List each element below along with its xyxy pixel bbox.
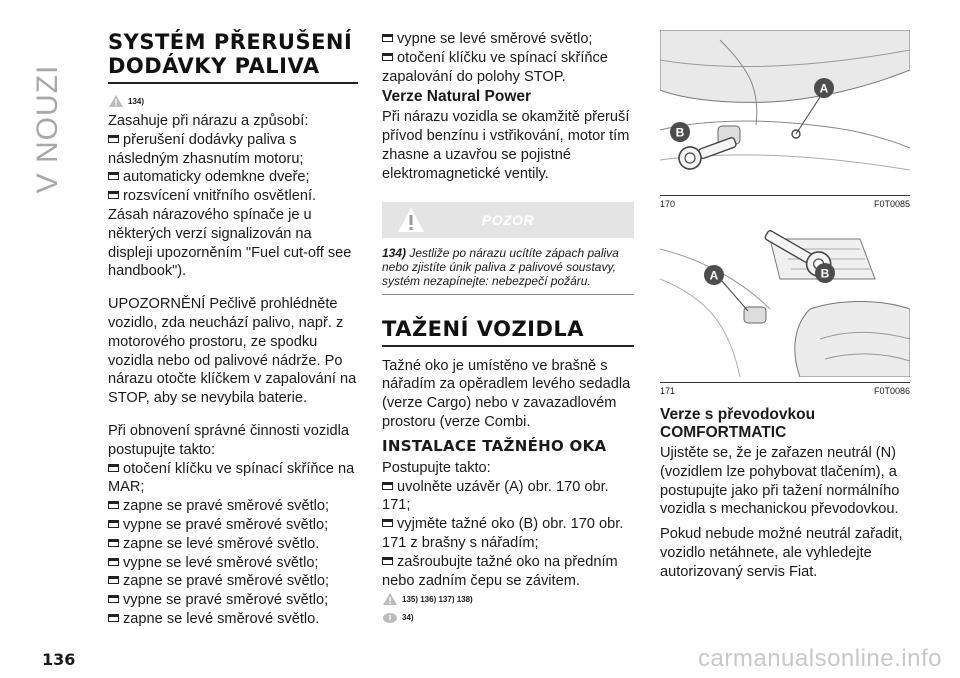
note-refs (382, 610, 634, 624)
warning-body: Jestliže po nárazu ucítíte zápach paliva nebo zjistíte únik paliva z palivové soustavy, systém nezapínejte: nebezpečí požáru. (382, 245, 619, 288)
column-3 (660, 30, 910, 582)
figure-number: 170 (660, 199, 676, 209)
subsection-title-tow-eye: INSTALACE TAŽNÉHO OKA (382, 436, 607, 455)
warning-ref-numbers: 135) 136) 137) 138) (402, 594, 473, 604)
section-title-towing: TAŽENÍ VOZIDLA (382, 317, 634, 347)
note-icon (382, 610, 398, 624)
figure-number: 171 (660, 386, 676, 396)
list-item: zapne se levé směrové světlo. (108, 535, 358, 554)
paragraph: Při nárazu vozidla se okamžitě přeruší přívod benzínu i vstřikování, motor tím zhasne a uzavřou se pojistné elektromagnetické ventily. (382, 109, 630, 182)
warning-label: POZOR (481, 211, 535, 228)
list-item: uvolněte uzávěr (A) obr. 170 obr. 171; (382, 478, 634, 516)
steps-list (108, 460, 358, 629)
subsection-title-comfortmatic: Verze s převodovkou COMFORTMATIC (660, 406, 816, 441)
intro-text: Zasahuje při nárazu a způsobí: (108, 113, 309, 129)
figure-code: F0T0085 (873, 199, 910, 209)
figure-caption (660, 386, 910, 396)
list-item: zapne se pravé směrové světlo; (108, 497, 358, 516)
figure-170 (660, 30, 910, 196)
subsection-title-natural-power: Verze Natural Power (382, 88, 532, 106)
paragraph: Při obnovení správné činnosti vozidla postupujte takto: (108, 422, 349, 458)
list-item: zapne se pravé směrové světlo; (108, 572, 358, 591)
list-item: vyjměte tažné oko (B) obr. 170 obr. 171 z brašny s nářadím; (382, 515, 634, 553)
warning-icon (382, 592, 398, 606)
tow-eye-rear-illustration (660, 30, 910, 190)
list-item: vypne se pravé směrové světlo; (108, 591, 358, 610)
list-item: vypne se levé směrové světlo; (108, 554, 358, 573)
list-item: zapne se levé směrové světlo. (108, 610, 358, 629)
steps-list-continued (382, 30, 634, 86)
paragraph: Postupujte takto: (382, 459, 491, 476)
warning-text (382, 244, 634, 295)
callout-a-label: A (709, 268, 719, 283)
warning-refs (382, 592, 634, 606)
warning-ref (108, 94, 358, 108)
list-item: vypne se levé směrové světlo; (382, 30, 634, 49)
section-title-fuel-cutoff: SYSTÉM PŘERUŠENÍ DODÁVKY PALIVA (108, 30, 358, 84)
bullet-list (108, 131, 358, 206)
column-2 (382, 30, 634, 628)
warning-header (382, 202, 634, 238)
tow-eye-front-illustration (660, 219, 910, 377)
list-item: zašroubujte tažné oko na předním nebo zadním čepu se závitem. (382, 553, 634, 591)
callout-a-label: A (819, 81, 829, 96)
warning-ref-number: 134) (128, 96, 145, 106)
paragraph: UPOZORNĚNÍ Pečlivě prohlédněte vozidlo, zda neuchází palivo, např. z motorového prostoru, ze spodku vozidla nebo od palivové nádrže. Po nárazu otočte klíčkem v zapalování na STOP, aby se nevybila baterie. (108, 296, 357, 407)
callout-b-label: B (820, 266, 830, 281)
side-tab-label: V NOUZI (31, 64, 64, 194)
watermark: carmanualsonline.info (698, 645, 942, 672)
list-item: vypne se pravé směrové světlo; (108, 516, 358, 535)
paragraph: Pokud nebude možné neutrál zařadit, vozidlo netáhnete, ale vyhledejte autorizovaný servis Fiat. (660, 526, 903, 580)
column-1 (108, 30, 358, 629)
list-item: otočení klíčku ve spínací skříňce na MAR; (108, 460, 358, 498)
list-item: otočení klíčku ve spínací skříňce zapalování do polohy STOP. (382, 49, 634, 87)
figure-caption (660, 199, 910, 209)
page-number: 136 (42, 650, 76, 669)
section-side-tab (18, 30, 78, 210)
note-ref-numbers: 34) (402, 612, 414, 622)
install-steps (382, 478, 634, 591)
list-item: automaticky odemkne dveře; (108, 168, 358, 187)
list-item: rozsvícení vnitřního osvětlení. (108, 187, 358, 206)
list-item: přerušení dodávky paliva s následným zhasnutím motoru; (108, 131, 358, 169)
paragraph: Tažné oko je umístěno ve brašně s nářadím za opěradlem levého sedadla (verze Cargo) nebo v zavazadlovém prostoru (verze Combi. (382, 357, 631, 430)
paragraph: Zásah nárazového spínače je u některých verzí signalizován na displeji upozorněním "Fuel cut-off see handbook"). (108, 206, 352, 280)
figure-code: F0T0086 (873, 386, 910, 396)
warning-number: 134) (382, 245, 407, 260)
callout-b-label: B (675, 125, 685, 140)
figure-171 (660, 219, 910, 383)
paragraph: Ujistěte se, že je zařazen neutrál (N) (vozidlem lze pohybovat tlačením), a postupujte jako při tažení normálního vozidla s mechanickou převodovkou. (660, 445, 900, 518)
warning-icon (108, 94, 124, 108)
